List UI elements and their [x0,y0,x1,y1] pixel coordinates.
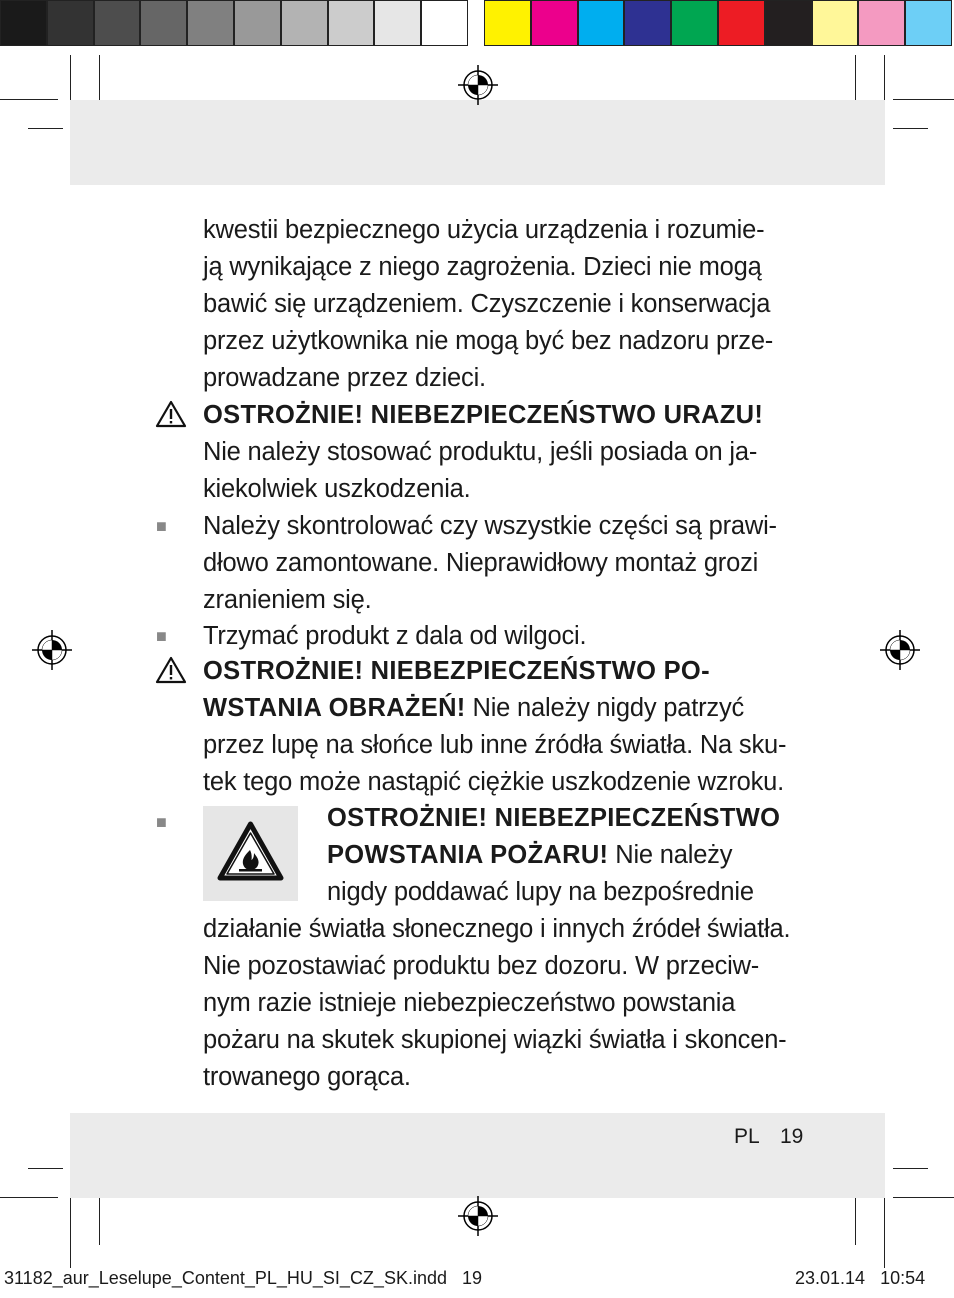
body-line: przez lupę na słońce lub inne źródła światła. Na sku- [203,731,787,759]
flammable-fire-icon [203,806,298,901]
header-band [70,100,885,185]
color-swatch [281,0,328,46]
body-line: ją wynikające z niego zagrożenia. Dzieci nie mogą [203,253,762,281]
registration-mark-icon [880,630,920,670]
process-color-bar [484,0,952,48]
body-line: nym razie istnieje niebezpieczeństwo powstania [203,989,736,1017]
body-line: kwestii bezpiecznego użycia urządzenia i rozumie- [203,216,765,244]
color-swatch [421,0,468,46]
registration-mark-icon [458,1196,498,1236]
crop-mark [893,1197,954,1198]
color-swatch [531,0,578,46]
warning-triangle-icon [155,656,187,684]
body-line: zranieniem się. [203,586,372,614]
body-line [203,690,744,727]
bullet-marker: ■ [156,812,167,832]
body-text: Nie należy nigdy patrzyć [465,694,745,722]
crop-mark [0,1197,58,1198]
warning-heading: OSTROŻNIE! NIEBEZPIECZEŃSTWO [327,804,781,832]
color-swatch [671,0,718,46]
body-text: Nie należy [608,841,733,869]
body-line: Trzymać produkt z dala od wilgoci. [203,622,587,650]
footer-language: PL [734,1125,760,1148]
crop-mark [99,55,100,105]
crop-mark [893,128,928,129]
crop-mark [893,1168,928,1169]
bullet-marker: ■ [156,626,167,646]
body-line: pożaru na skutek skupionej wiązki światła i skoncen- [203,1026,787,1054]
body-line: dłowo zamontowane. Nieprawidłowy montaż grozi [203,549,759,577]
page-number: 19 [780,1125,804,1148]
bullet-marker: ■ [156,516,167,536]
body-line: prowadzane przez dzieci. [203,364,486,392]
color-swatch [374,0,421,46]
body-line: działanie światła słonecznego i innych źródeł światła. [203,915,791,943]
body-line: nigdy poddawać lupy na bezpośrednie [327,878,754,906]
warning-heading: WSTANIA OBRAŻEŃ! [203,694,466,722]
body-line: przez użytkownika nie mogą być bez nadzoru prze- [203,327,774,355]
crop-mark [855,1195,856,1245]
color-swatch [140,0,187,46]
crop-mark [855,55,856,105]
color-swatch [328,0,375,46]
body-line: Nie pozostawiać produktu bez dozoru. W przeciw- [203,952,760,980]
body-line: Należy skontrolować czy wszystkie części są prawi- [203,512,777,540]
warning-heading: OSTROŻNIE! NIEBEZPIECZEŃSTWO URAZU! [203,401,764,429]
registration-mark-icon [458,65,498,105]
color-swatch [234,0,281,46]
body-line: Nie należy stosować produktu, jeśli posiada on ja- [203,438,758,466]
footer-band [70,1113,885,1198]
color-swatch [47,0,94,46]
body-line: trowanego gorąca. [203,1063,411,1091]
crop-mark [0,99,58,100]
warning-triangle-icon [155,400,187,428]
color-swatch [858,0,905,46]
crop-mark [28,1168,63,1169]
color-swatch [94,0,141,46]
color-swatch [718,0,765,46]
slug-filename: 31182_aur_Leselupe_Content_PL_HU_SI_CZ_SK.indd 19 [4,1268,483,1288]
crop-mark [893,99,954,100]
crop-mark [28,128,63,129]
registration-mark-icon [32,630,72,670]
color-swatch [484,0,531,46]
color-swatch [905,0,952,46]
body-line: bawić się urządzeniem. Czyszczenie i konserwacja [203,290,771,318]
color-swatch [187,0,234,46]
crop-mark [99,1195,100,1245]
color-swatch [578,0,625,46]
warning-heading: OSTROŻNIE! NIEBEZPIECZEŃSTWO PO- [203,657,710,685]
gray-color-bar [0,0,468,48]
color-swatch [812,0,859,46]
warning-heading: POWSTANIA POŻARU! [327,841,609,869]
body-line: tek tego może nastąpić ciężkie uszkodzenie wzroku. [203,768,785,796]
color-swatch [765,0,812,46]
color-swatch [624,0,671,46]
body-line [327,837,732,874]
color-swatch [0,0,47,46]
slug-date: 23.01.14 10:54 [795,1268,926,1288]
body-line: kiekolwiek uszkodzenia. [203,475,471,503]
